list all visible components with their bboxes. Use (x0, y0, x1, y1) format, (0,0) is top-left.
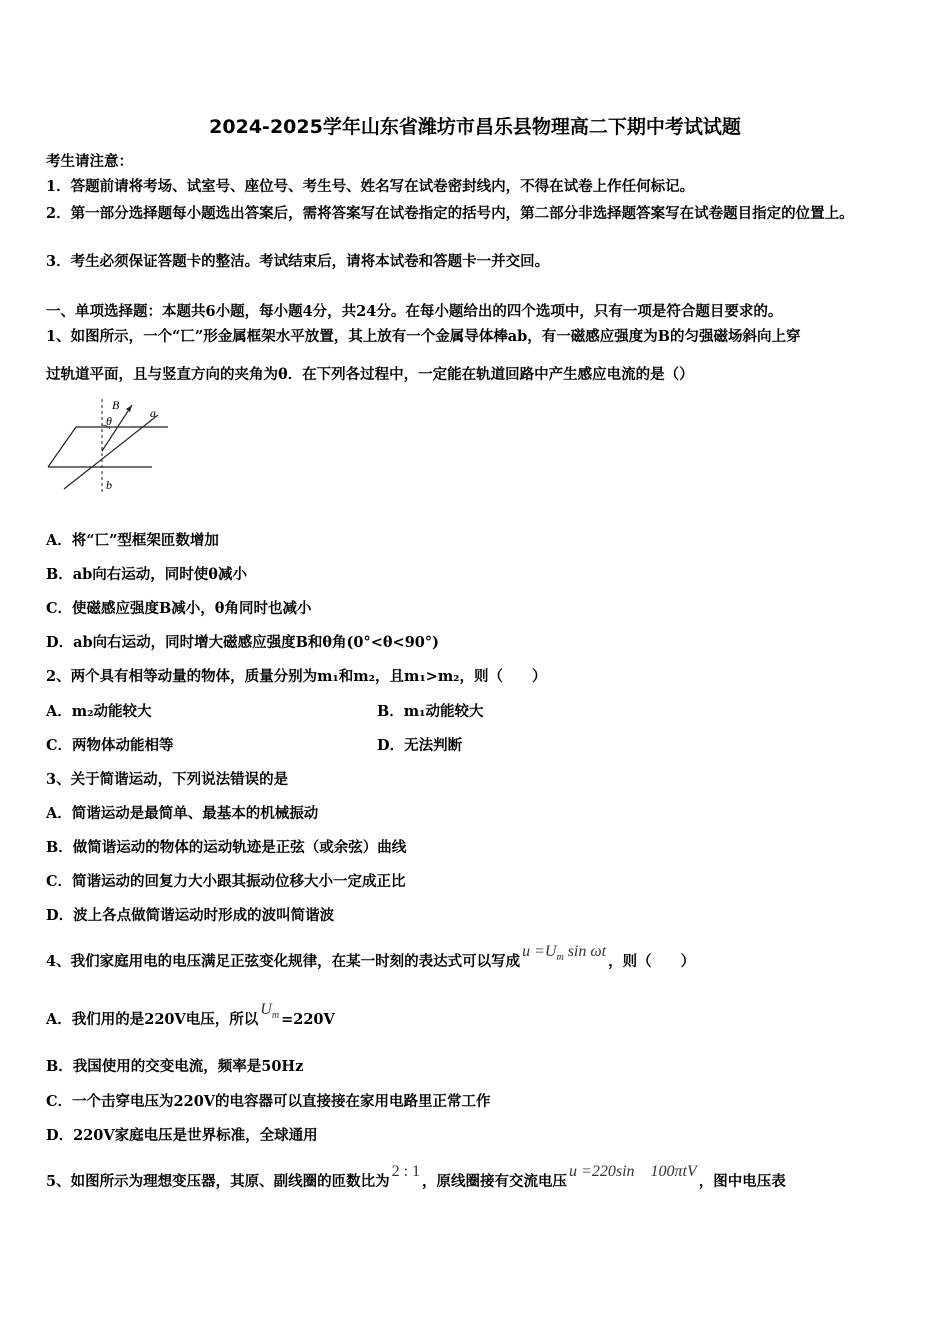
q2-option-d: D．无法判断 (377, 737, 463, 754)
q4-formula (522, 943, 607, 964)
q4-option-c: C．一个击穿电压为220V的电容器可以直接接在家用电路里正常工作 (46, 1093, 491, 1110)
q4-option-a (46, 1001, 335, 1036)
fig-label-b: b (106, 478, 112, 492)
section-heading: 一、单项选择题：本题共6小题，每小题4分，共24分。在每小题给出的四个选项中，只有一项是符合题目要求的。 (46, 303, 783, 320)
q1-option-c: C．使磁感应强度B减小，θ角同时也减小 (46, 600, 312, 617)
q4-option-a-text: A．我们用的是220V电压，所以 (46, 1011, 259, 1028)
notice-item-3: 3．考生必须保证答题卡的整洁。考试结束后，请将本试卷和答题卡一并交回。 (46, 253, 550, 270)
q2-option-a: A．m₂动能较大 (46, 703, 152, 720)
q2-option-c: C．两物体动能相等 (46, 737, 174, 754)
q5-formula: u =220sin 100πtV (569, 1163, 697, 1180)
q1-stem-line1: 1、如图所示，一个“匸”形金属框架水平放置，其上放有一个金属导体棒ab，有一磁感应强度为B的匀强磁场斜向上穿 (46, 328, 801, 345)
q4-option-a-formula-main: U (260, 1001, 272, 1018)
fig-label-a: a (150, 406, 156, 420)
q4-formula-sub: m (556, 952, 564, 964)
q4-stem-end: ，则（ ） (608, 953, 696, 970)
q5-stem (46, 1163, 786, 1192)
q4-stem (46, 943, 696, 978)
q5-stem-mid: ，原线圈接有交流电压 (422, 1173, 568, 1190)
q5-stem-end: ，图中电压表 (698, 1173, 786, 1190)
q3-option-c: C．简谐运动的回复力大小跟其振动位移大小一定成正比 (46, 873, 406, 890)
q4-option-a-formula (260, 1001, 280, 1022)
q1-figure (40, 395, 180, 500)
q3-option-a: A．简谐运动是最简单、最基本的机械振动 (46, 805, 319, 822)
page-title: 2024-2025学年山东省潍坊市昌乐县物理高二下期中考试试题 (209, 116, 741, 138)
q4-option-d: D．220V家庭电压是世界标准，全球通用 (46, 1127, 318, 1144)
q2-stem: 2、两个具有相等动量的物体，质量分别为m₁和m₂，且m₁>m₂，则（ ） (46, 668, 547, 685)
notice-header: 考生请注意： (46, 153, 133, 170)
notice-item-2: 2．第一部分选择题每小题选出答案后，需将答案写在试卷指定的括号内，第二部分非选择题答案写在试卷题目指定的位置上。 (46, 205, 854, 222)
q1-option-b: B．ab向右运动，同时使θ减小 (46, 566, 247, 583)
q2-option-b: B．m₁动能较大 (377, 703, 484, 720)
notice-item-1: 1．答题前请将考场、试室号、座位号、考生号、姓名写在试卷密封线内，不得在试卷上作任何标记。 (46, 178, 695, 195)
q5-stem-text: 5、如图所示为理想变压器，其原、副线圈的匝数比为 (46, 1173, 390, 1190)
q4-formula-main: u =U (522, 943, 557, 960)
q5-ratio: 2 : 1 (391, 1163, 421, 1180)
rail-diagram-icon (40, 395, 180, 500)
q4-formula-tail: sin ωt (563, 943, 607, 960)
q1-stem-line2: 过轨道平面，且与竖直方向的夹角为θ．在下列各过程中，一定能在轨道回路中产生感应电流的是（） (46, 366, 694, 383)
fig-label-B: B (112, 398, 120, 412)
q1-option-d: D．ab向右运动，同时增大磁感应强度B和θ角(0°<θ<90°) (46, 634, 439, 651)
q1-option-a: A．将“匸”型框架匝数增加 (46, 532, 219, 549)
q4-option-a-end: =220V (281, 1011, 335, 1028)
q3-option-b: B．做简谐运动的物体的运动轨迹是正弦（或余弦）曲线 (46, 839, 407, 856)
q3-stem: 3、关于简谐运动，下列说法错误的是 (46, 771, 289, 788)
q3-option-d: D．波上各点做简谐运动时形成的波叫简谐波 (46, 907, 335, 924)
q4-stem-text: 4、我们家庭用电的电压满足正弦变化规律，在某一时刻的表达式可以写成 (46, 953, 521, 970)
q4-option-a-formula-sub: m (271, 1010, 280, 1022)
fig-label-theta: θ (106, 414, 112, 428)
q4-option-b: B．我国使用的交变电流，频率是50Hz (46, 1058, 304, 1075)
